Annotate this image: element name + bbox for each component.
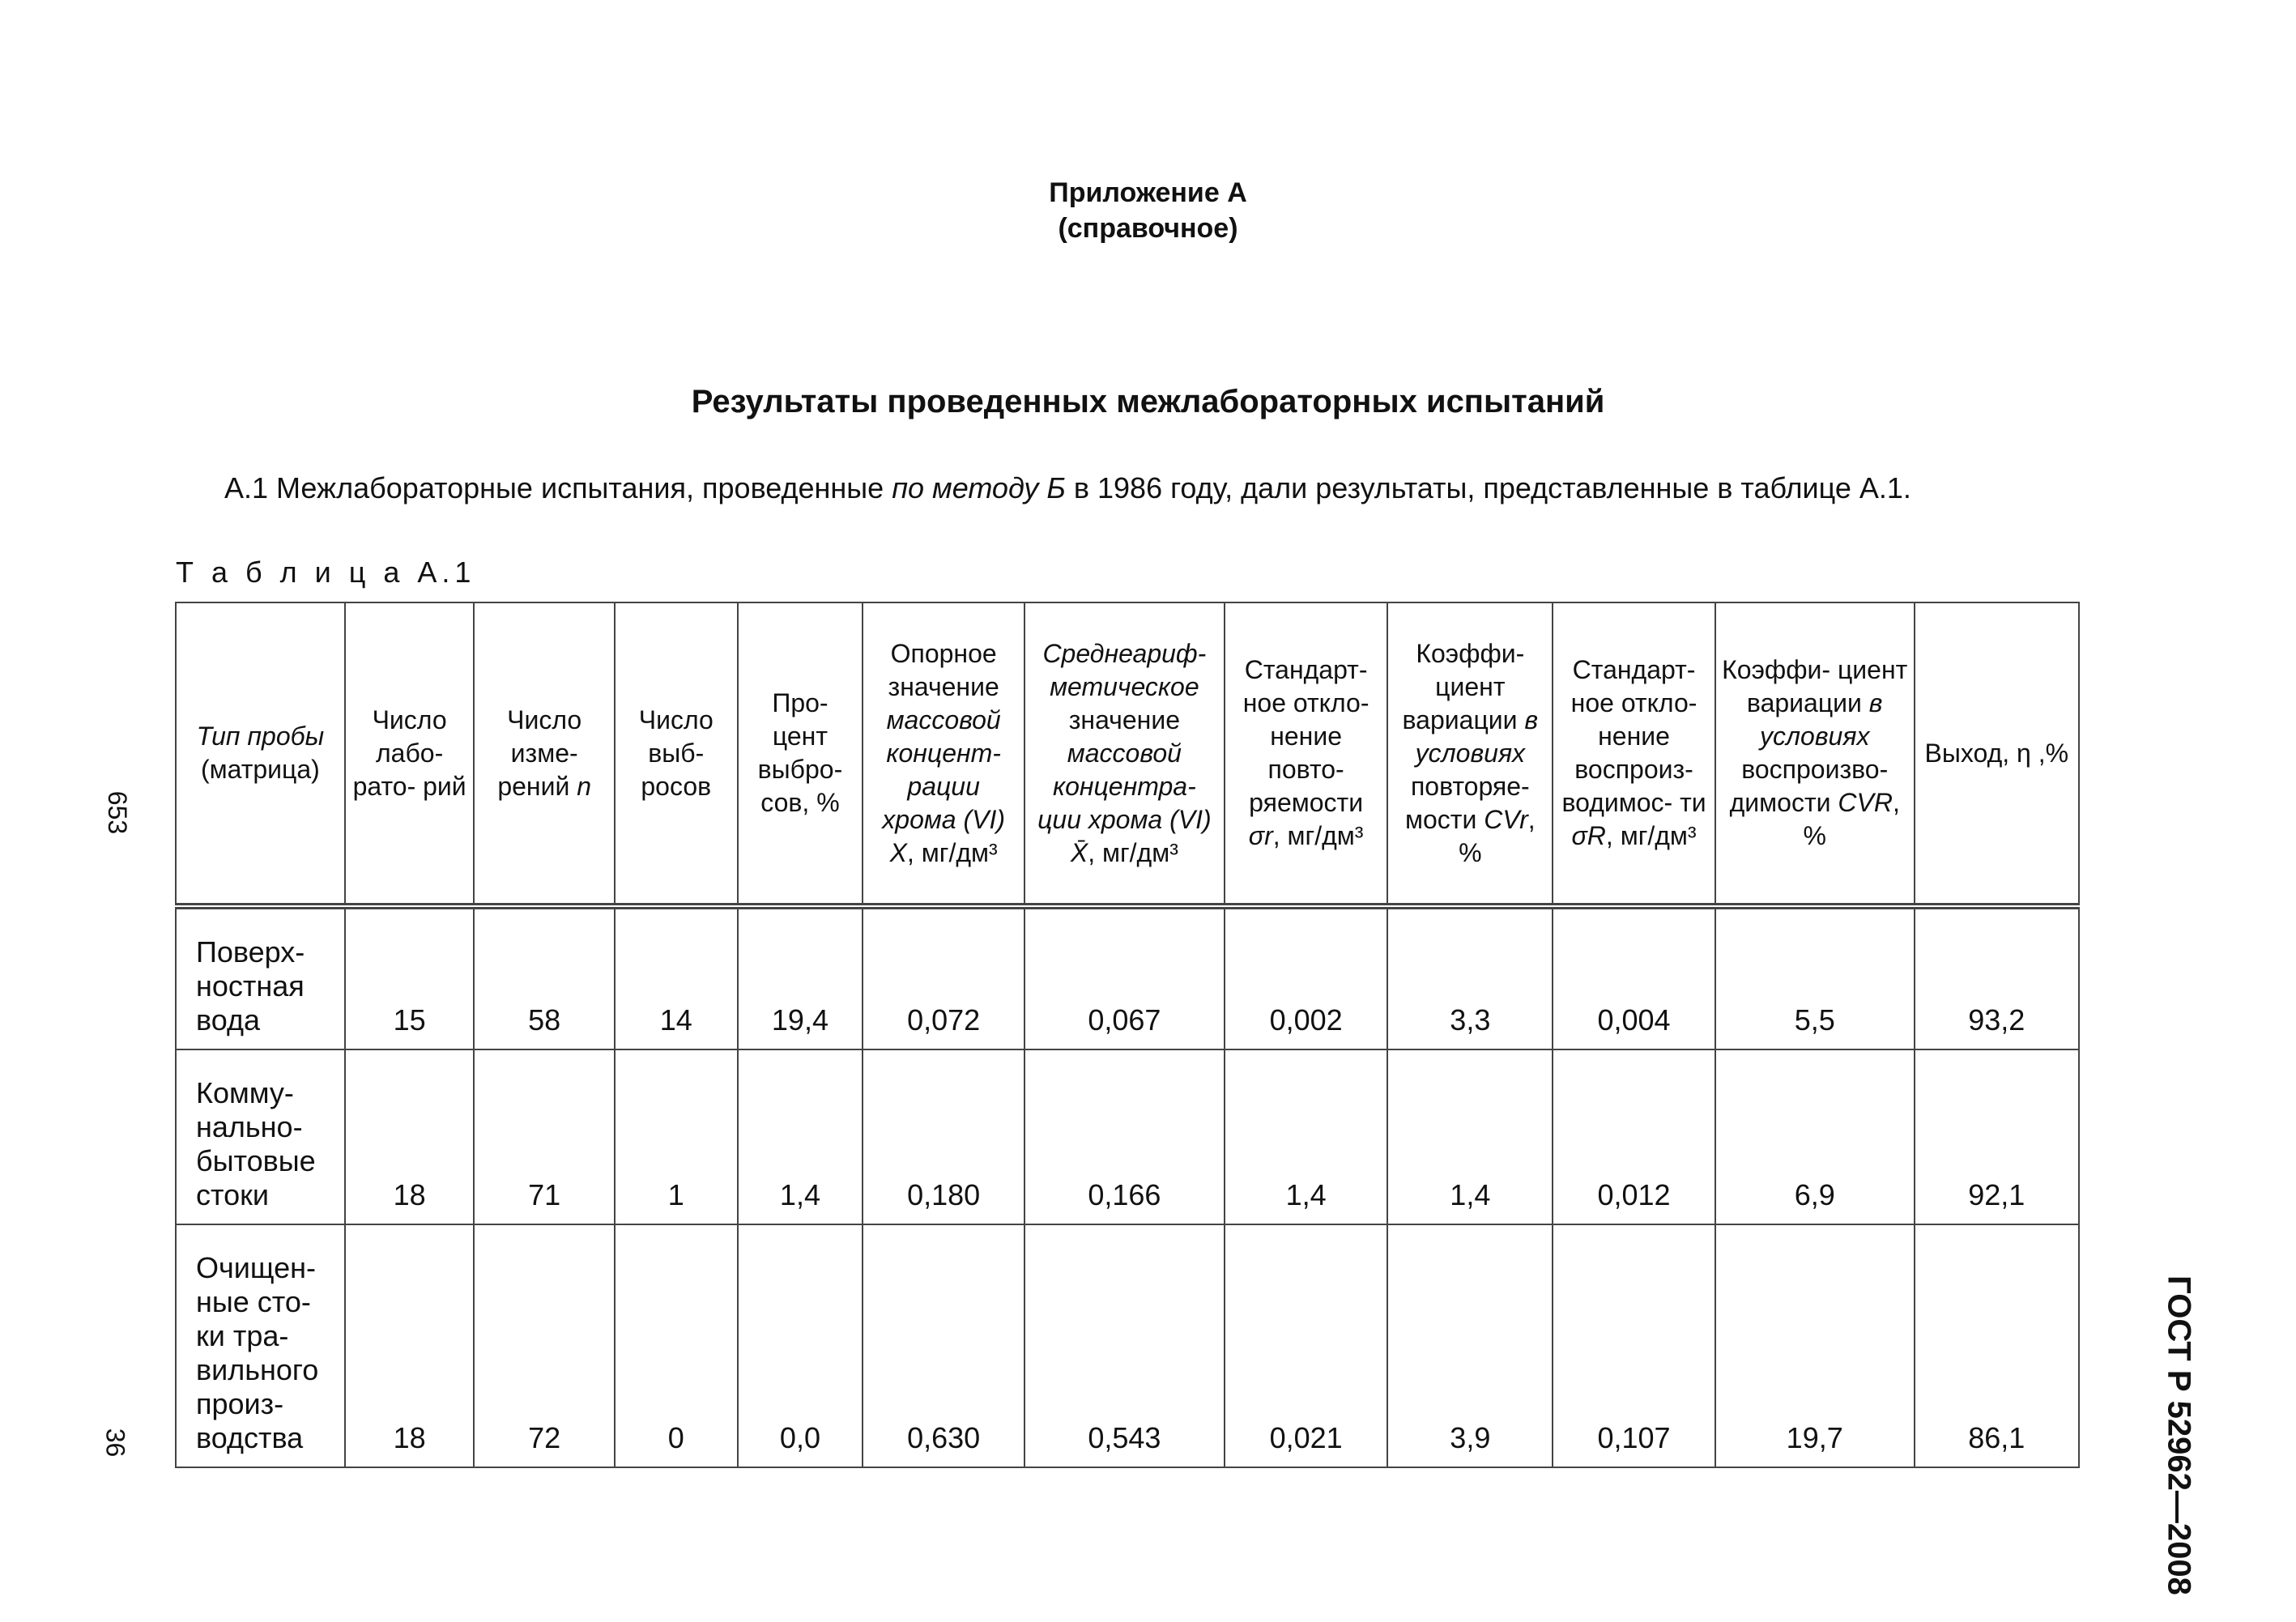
col-ref-c: X [889,837,907,867]
col-labs: Число лабо- рато- рий [345,602,475,906]
col-sr-a: Стандарт- ное откло- нение повто- ряемости [1242,655,1370,817]
col-ref-a: Опорное значение [888,638,999,701]
col-mean-d: X̄ [1070,837,1088,867]
col-mean-value [1024,602,1225,906]
col-sr-b: σr [1248,821,1273,850]
cell-cvr: 3,9 [1387,1224,1553,1467]
col-outliers: Число выб- росов [615,602,738,906]
cell-measurements: 72 [474,1224,615,1467]
cell-cvr: 3,3 [1387,906,1553,1049]
col-cvR-a: Коэффи- циент вариации [1722,655,1908,717]
cell-yield: 86,1 [1915,1224,2079,1467]
col-reference-value [863,602,1024,906]
col-cvR-e: , % [1803,788,1900,850]
cell-measurements: 58 [474,906,615,1049]
col-cvr-d: CVr [1484,804,1528,834]
col-yield: Выход, η ,% [1915,602,2079,906]
appendix-line-1: Приложение А [1049,177,1247,208]
col-repeatability-sd [1225,602,1388,906]
col-sR-b: σR [1571,821,1606,850]
cell-mean: 0,067 [1024,906,1225,1049]
table-row [176,1224,2079,1467]
page-number-bottom: 36 [100,1428,130,1458]
col-mean-c: массовой концентра- ции хрома (VI) [1037,738,1212,834]
col-mean-e: , мг/дм³ [1088,837,1178,867]
cell-outliers: 14 [615,906,738,1049]
col-measurements [474,602,615,906]
col-mean-a: Среднеариф- метическое [1042,638,1207,701]
col-mean-b: значение [1068,705,1180,734]
col-repeatability-cv [1387,602,1553,906]
paragraph-suffix: в 1986 году, дали результаты, представленные в таблице А.1. [1065,471,1911,504]
col-cvR-c: воспроизво- димости [1729,755,1889,817]
cell-mean: 0,166 [1024,1049,1225,1224]
results-table [175,602,2080,1468]
table-caption: Т а б л и ц а А.1 [176,556,476,589]
row-label: Поверх- ностная вода [176,906,345,1049]
col-sR-c: , мг/дм³ [1605,821,1697,850]
col-reproducibility-sd [1553,602,1715,906]
cell-cvR: 19,7 [1715,1224,1915,1467]
cell-sR: 0,107 [1553,1224,1715,1467]
cell-sr: 1,4 [1225,1049,1388,1224]
cell-labs: 18 [345,1049,475,1224]
cell-mean: 0,543 [1024,1224,1225,1467]
col-cvR-b: в условиях [1760,688,1883,751]
table-header-row [176,602,2079,906]
row-label: Очищен- ные сто- ки тра- вильного произ- водства [176,1224,345,1467]
cell-yield: 92,1 [1915,1049,2079,1224]
appendix-line-2: (справочное) [1058,213,1238,244]
col-ref-d: , мг/дм³ [906,837,998,867]
cell-outlier-percent: 1,4 [738,1049,863,1224]
col-measurements-b: n [577,771,592,801]
paragraph-method: по методу Б [892,471,1066,504]
col-cvr-a: Коэффи- циент вариации [1402,638,1525,734]
cell-cvr: 1,4 [1387,1049,1553,1224]
cell-sR: 0,012 [1553,1049,1715,1224]
paragraph-prefix: А.1 Межлабораторные испытания, проведенные [224,471,892,504]
cell-yield: 93,2 [1915,906,2079,1049]
table-row [176,1049,2079,1224]
table-row [176,906,2079,1049]
col-sample-type-a: Тип пробы [196,722,325,751]
cell-measurements: 71 [474,1049,615,1224]
cell-sr: 0,021 [1225,1224,1388,1467]
col-cvr-e: , % [1459,804,1536,867]
cell-outliers: 1 [615,1049,738,1224]
col-outlier-percent: Про- цент выбро- сов, % [738,602,863,906]
cell-sR: 0,004 [1553,906,1715,1049]
cell-labs: 15 [345,906,475,1049]
intro-paragraph [224,471,1911,505]
col-sr-c: , мг/дм³ [1272,821,1364,850]
col-ref-b: массовой концент- рации хрома (VI) [882,705,1006,834]
appendix-title [0,175,2296,246]
cell-labs: 18 [345,1224,475,1467]
cell-cvR: 5,5 [1715,906,1915,1049]
gost-standard-id: ГОСТ Р 52962—2008 [2161,1275,2197,1595]
col-sR-a: Стандарт- ное откло- нение воспроиз- водимос- ти [1561,655,1706,817]
cell-cvR: 6,9 [1715,1049,1915,1224]
col-cvr-c: повторяе- мости [1405,771,1530,834]
page-number-top: 653 [103,790,133,835]
cell-reference: 0,630 [863,1224,1024,1467]
section-title: Результаты проведенных межлабораторных испытаний [691,384,1605,419]
col-sample-type-b: (матрица) [200,755,320,784]
cell-outlier-percent: 0,0 [738,1224,863,1467]
cell-reference: 0,072 [863,906,1024,1049]
col-reproducibility-cv [1715,602,1915,906]
col-sample-type [176,602,345,906]
cell-outlier-percent: 19,4 [738,906,863,1049]
cell-outliers: 0 [615,1224,738,1467]
col-measurements-a: Число изме- рений [497,705,582,801]
cell-sr: 0,002 [1225,906,1388,1049]
col-cvr-b: в условиях [1415,705,1539,768]
cell-reference: 0,180 [863,1049,1024,1224]
row-label: Комму- нально- бытовые стоки [176,1049,345,1224]
col-cvR-d: CVR [1838,788,1893,817]
